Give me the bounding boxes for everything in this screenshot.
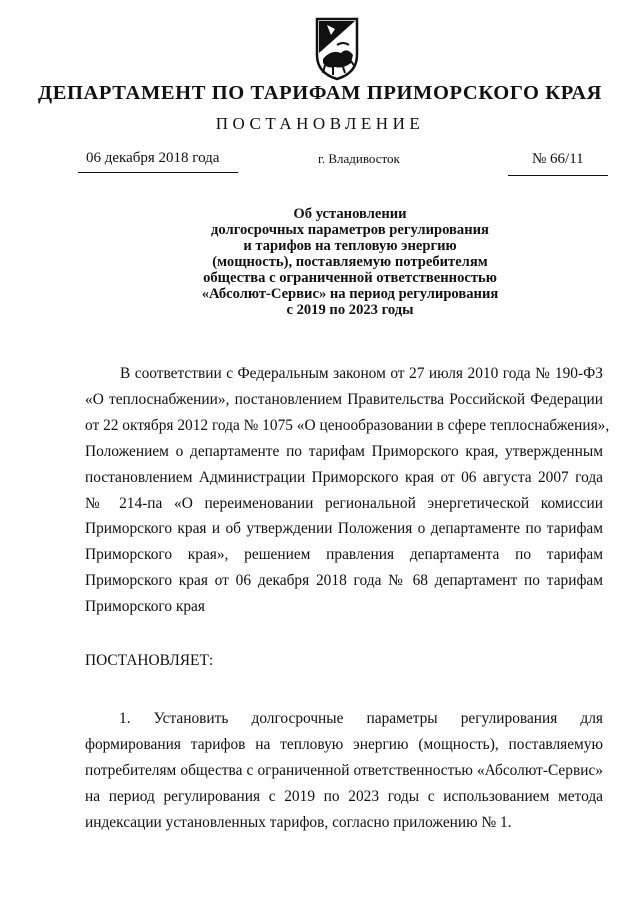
item-1 <box>85 706 603 836</box>
document-subject <box>150 206 550 318</box>
resolves-heading: ПОСТАНОВЛЯЕТ: <box>85 652 214 669</box>
preamble-line: Положением о департаменте по тарифам Приморского края, утвержденным <box>85 442 603 460</box>
preamble-line: «О теплоснабжении», постановлением Правительства Российской Федерации <box>85 390 603 408</box>
document-date: 06 декабря 2018 года <box>86 150 220 166</box>
subject-line: «Абсолют-Сервис» на период регулирования <box>201 286 499 302</box>
preamble-line: Приморского края», решением правления департамента по тарифам <box>85 546 603 564</box>
subject-line: Об установлении <box>293 206 407 222</box>
department-title: ДЕПАРТАМЕНТ ПО ТАРИФАМ ПРИМОРСКОГО КРАЯ <box>37 82 603 104</box>
preamble-line: № 214-па «О переименовании региональной энергетической комиссии <box>85 494 603 512</box>
item-1-line: потребителям общества с ограниченной ответственностью «Абсолют-Сервис» <box>85 761 603 779</box>
subject-line: долгосрочных параметров регулирования <box>211 222 489 238</box>
item-1-line: индексации установленных тарифов, согласно приложению № 1. <box>85 813 512 831</box>
document-number: № 66/11 <box>532 151 584 167</box>
preamble-line: В соответствии с Федеральным законом от 27 июля 2010 года № 190-ФЗ <box>120 365 603 382</box>
preamble-line: от 22 октября 2012 года № 1075 «О ценообразовании в сфере теплоснабжения», <box>85 416 610 434</box>
date-underline <box>78 172 238 173</box>
document-type: ПОСТАНОВЛЕНИЕ <box>215 114 425 133</box>
preamble-line: постановлением Администрации Приморского края от 06 августа 2007 года <box>85 468 603 486</box>
number-underline <box>508 175 608 176</box>
document-city: г. Владивосток <box>318 151 400 166</box>
item-1-line: на период регулирования с 2019 по 2023 годы с использованием метода <box>85 787 603 805</box>
item-1-line: формирования тарифов на тепловую энергию (мощность), поставляемую <box>85 735 603 753</box>
subject-line: (мощность), поставляемую потребителям <box>212 254 488 270</box>
preamble-line: Приморского края от 06 декабря 2018 года № 68 департамент по тарифам <box>85 572 603 590</box>
item-1-line: 1. Установить долгосрочные параметры регулирования для <box>119 710 603 727</box>
subject-line: общества с ограниченной ответственностью <box>203 270 497 286</box>
preamble-line: Приморского края <box>85 598 205 616</box>
preamble-line: Приморского края и об утверждении Положения о департаменте по тарифам <box>85 520 603 538</box>
preamble <box>85 361 610 620</box>
subject-line: и тарифов на тепловую энергию <box>243 238 457 254</box>
coat-of-arms-icon <box>313 15 361 81</box>
subject-line: с 2019 по 2023 годы <box>286 302 414 318</box>
